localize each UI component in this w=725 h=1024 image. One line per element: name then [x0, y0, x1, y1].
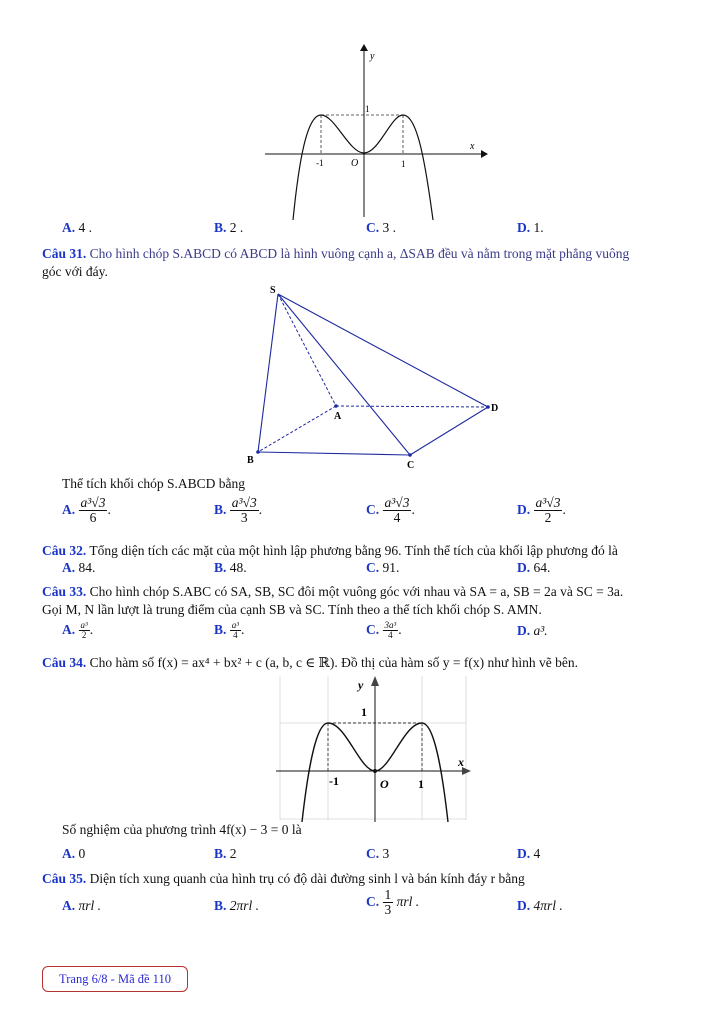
q35-option-a[interactable]: A. πrl . [62, 898, 102, 913]
q33-option-a[interactable]: A. $\frac{\text{a³}}{2}$ . [62, 620, 94, 641]
q34-stem: Câu 34. Cho hàm số f(x) = ax⁴ + bx² + c (a, b, c ∈ ℝ). Đồ thị của hàm số y = f(x) như hình vẽ bên. [42, 655, 579, 670]
origin-label: O [380, 777, 389, 791]
q35-stem: Câu 35. Diện tích xung quanh của hình trụ có độ dài đường sinh l và bán kính đáy r bằng [42, 871, 525, 886]
y-label: y [358, 678, 364, 692]
q30-option-d[interactable]: D. 1. [517, 220, 544, 235]
q30-option-c[interactable]: C. 3 . [366, 220, 396, 235]
x-tick-1: 1 [418, 777, 424, 791]
q31-stem: Câu 31. Cho hình chóp S.ABCD có ABCD là hình vuông cạnh a, ΔSAB đều và nằm trong mặt phẳng vuông [42, 246, 630, 261]
vertex-s: S [270, 285, 276, 296]
q33-stem: Câu 33. Cho hình chóp S.ABC có SA, SB, SC đôi một vuông góc với nhau và SA = a, SB = 2a và SC = 3a. [42, 584, 624, 599]
x-tick-neg1: -1 [316, 158, 324, 168]
q31-stem-line2: góc với đáy. [42, 264, 108, 279]
origin-label: O [351, 158, 359, 169]
q31-option-c[interactable]: C. $\frac{\text{a³√3}}{4}$ . [366, 495, 415, 526]
q33-option-c[interactable]: C. $\frac{\text{3a³}}{4}$ . [366, 620, 402, 641]
x-label: x [458, 755, 464, 769]
quartic-curve [293, 115, 433, 220]
q34-option-a[interactable]: A. 0 [62, 846, 86, 861]
q33-option-b[interactable]: B. $\frac{\text{a³}}{4}$ . [214, 620, 245, 641]
vertex-b: B [247, 455, 254, 466]
q32-option-c[interactable]: C. 91. [366, 560, 400, 575]
y-tick-1: 1 [365, 104, 370, 114]
q33-option-d[interactable]: D. a³. [517, 623, 548, 638]
vertex-c: C [407, 460, 415, 471]
x-tick-neg1: -1 [329, 774, 339, 788]
q34-option-c[interactable]: C. 3 [366, 846, 390, 861]
vertex-d: D [491, 403, 499, 414]
q35-option-d[interactable]: D. 4πrl . [517, 898, 563, 913]
graph-2 [276, 674, 472, 822]
q34-option-d[interactable]: D. 4 [517, 846, 541, 861]
x-tick-1: 1 [401, 159, 406, 169]
q32-option-b[interactable]: B. 48. [214, 560, 247, 575]
q35-option-c[interactable]: C. $\frac{1}{3}$ πrl . [366, 887, 420, 918]
y-label: y [370, 51, 375, 62]
q33-stem-line2: Gọi M, N lần lượt là trung điểm của cạnh SB và SC. Tính theo a thể tích khối chóp S. AMN. [42, 602, 542, 617]
q31-option-a[interactable]: A. $\frac{\text{a³√3}}{6}$ . [62, 495, 111, 526]
q30-option-b[interactable]: B. 2 . [214, 220, 244, 235]
q31-question: Thể tích khối chóp S.ABCD bằng [62, 476, 245, 491]
q32-option-d[interactable]: D. 64. [517, 560, 551, 575]
q35-option-b[interactable]: B. 2πrl . [214, 898, 260, 913]
graph-1 [255, 42, 490, 222]
y-axis-arrow [360, 44, 368, 51]
x-axis-arrow [481, 150, 488, 158]
q30-option-a[interactable]: A. 4 . [62, 220, 92, 235]
q32-stem: Câu 32. Tổng diện tích các mặt của một hình lập phương bằng 96. Tính thể tích của khối lập phương đó là [42, 543, 618, 558]
y-axis-arrow [371, 676, 379, 686]
pyramid-figure [245, 282, 505, 472]
page-footer: Trang 6/8 - Mã đề 110 [42, 966, 188, 992]
q31-option-d[interactable]: D. $\frac{\text{a³√3}}{2}$ . [517, 495, 566, 526]
x-label: x [470, 141, 475, 152]
q34-option-b[interactable]: B. 2 [214, 846, 237, 861]
y-tick-1: 1 [361, 705, 367, 719]
q34-question: Số nghiệm của phương trình 4f(x) − 3 = 0 là [62, 822, 302, 837]
vertex-a: A [334, 411, 342, 422]
q31-option-b[interactable]: B. $\frac{\text{a³√3}}{3}$ . [214, 495, 263, 526]
q32-option-a[interactable]: A. 84. [62, 560, 96, 575]
